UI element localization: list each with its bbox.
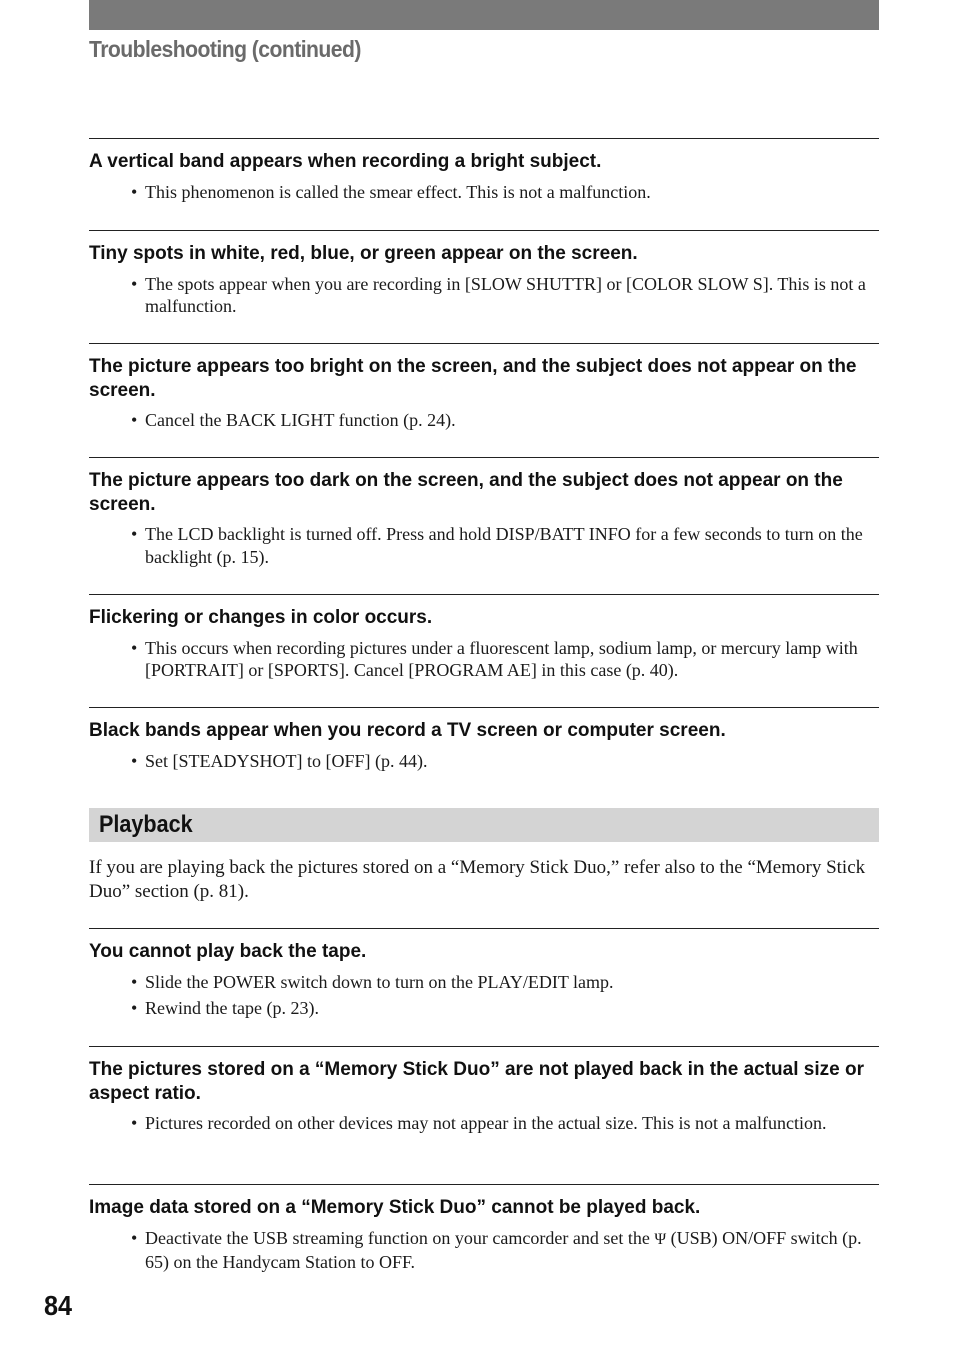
trouble-question: The picture appears too dark on the screen, and the subject does not appear on the screen. <box>89 470 843 515</box>
bullet-icon: • <box>131 750 138 771</box>
bullet-icon: • <box>131 1113 138 1133</box>
solution-item <box>89 750 879 773</box>
solution-list <box>89 750 879 773</box>
bullet-icon: • <box>131 524 138 544</box>
trouble-item <box>89 230 879 343</box>
solution-list <box>89 1112 879 1135</box>
page-number: 84 <box>44 1290 73 1321</box>
trouble-question: Black bands appear when you record a TV screen or computer screen. <box>89 720 726 741</box>
solution-item <box>89 181 879 204</box>
bullet-icon: • <box>131 637 138 658</box>
trouble-question: The pictures stored on a “Memory Stick Duo” are not played back in the actual size or aspect ratio. <box>89 1059 864 1104</box>
trouble-item <box>89 457 879 594</box>
trouble-question: A vertical band appears when recording a bright subject. <box>89 151 602 172</box>
bullet-icon: • <box>131 971 138 992</box>
trouble-item <box>89 1046 879 1184</box>
solution-list <box>89 637 879 682</box>
solution-item <box>89 997 879 1020</box>
bullet-icon: • <box>131 410 138 430</box>
solution-text: The LCD backlight is turned off. Press and hold DISP/BATT INFO for a few seconds to turn on the backlight (p. 15). <box>145 524 863 567</box>
usb-icon: Ψ <box>654 1230 667 1248</box>
solution-text: This occurs when recording pictures under a fluorescent lamp, sodium lamp, or mercury lamp with [PORTRAIT] or [SPORTS]. Cancel [PROGRAM AE] in this case (p. 40). <box>145 637 858 680</box>
solution-text: The spots appear when you are recording in [SLOW SHUTTR] or [COLOR SLOW S]. This is not a malfunction. <box>145 273 866 316</box>
trouble-item <box>89 707 879 808</box>
trouble-item <box>89 594 879 707</box>
trouble-question: Tiny spots in white, red, blue, or green appear on the screen. <box>89 243 638 264</box>
header-bar <box>89 0 879 30</box>
solution-text: This phenomenon is called the smear effect. This is not a malfunction. <box>145 181 651 202</box>
trouble-question: You cannot play back the tape. <box>89 941 367 962</box>
bullet-icon: • <box>131 181 138 202</box>
solution-text-start: Deactivate the USB streaming function on your camcorder and set the <box>145 1227 655 1248</box>
solution-item <box>89 971 879 994</box>
solution-item <box>89 409 879 432</box>
running-head: Troubleshooting (continued) <box>89 36 361 62</box>
solution-list <box>89 971 879 1020</box>
solution-text-end: (USB) ON/OFF switch (p. 65) on the Handycam Station to OFF. <box>145 1227 862 1272</box>
solution-item <box>89 273 879 318</box>
trouble-item <box>89 138 879 230</box>
solution-text: Pictures recorded on other devices may not appear in the actual size. This is not a malfunction. <box>145 1113 827 1133</box>
solution-text: Rewind the tape (p. 23). <box>145 998 319 1018</box>
section-intro: If you are playing back the pictures stored on a “Memory Stick Duo,” refer also to the “Memory Stick Duo” section (p. 81). <box>89 857 866 902</box>
solution-list <box>89 181 879 204</box>
trouble-question: The picture appears too bright on the screen, and the subject does not appear on the screen. <box>89 356 857 401</box>
trouble-question: Image data stored on a “Memory Stick Duo” cannot be played back. <box>89 1197 701 1218</box>
trouble-item <box>89 343 879 457</box>
bullet-icon: • <box>131 998 138 1018</box>
solution-list <box>89 273 879 318</box>
solution-item <box>89 1227 879 1274</box>
trouble-item <box>89 1184 879 1296</box>
section-heading: Playback <box>99 811 193 838</box>
trouble-item <box>89 928 879 1046</box>
section-heading-bar <box>89 808 879 842</box>
solution-item <box>89 637 879 682</box>
bullet-icon: • <box>131 273 138 294</box>
bullet-icon: • <box>131 1227 138 1248</box>
solution-item <box>89 523 879 568</box>
solution-text: Slide the POWER switch down to turn on the PLAY/EDIT lamp. <box>145 971 614 992</box>
solution-list <box>89 1227 879 1274</box>
solution-text: Set [STEADYSHOT] to [OFF] (p. 44). <box>145 750 428 771</box>
solution-text: Cancel the BACK LIGHT function (p. 24). <box>145 410 456 430</box>
trouble-question: Flickering or changes in color occurs. <box>89 607 433 628</box>
solution-list <box>89 523 879 568</box>
solution-list <box>89 409 879 432</box>
solution-item <box>89 1112 879 1135</box>
page-content <box>89 138 879 1296</box>
